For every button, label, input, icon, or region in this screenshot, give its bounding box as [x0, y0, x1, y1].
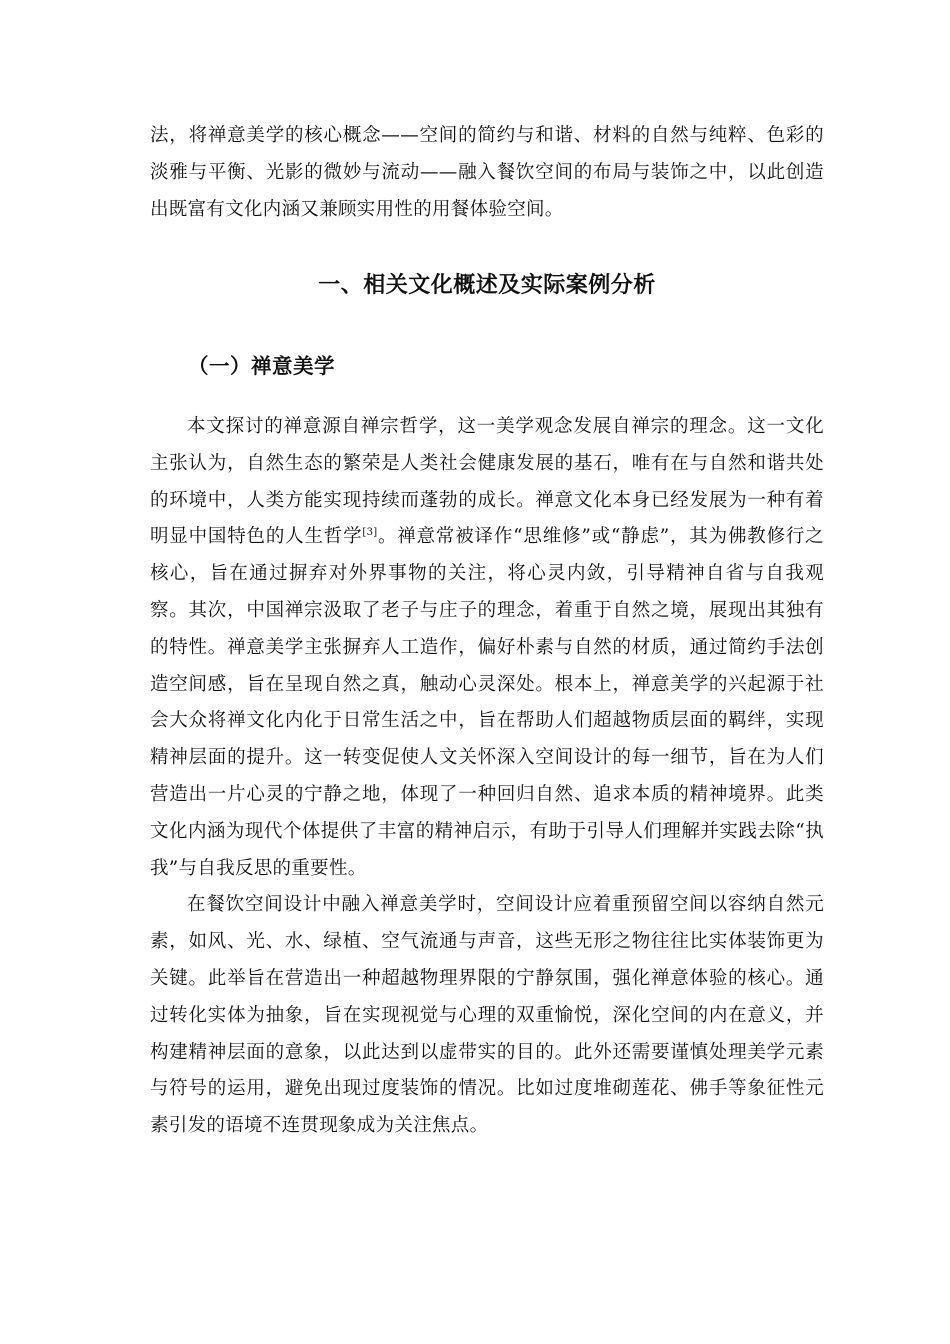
document-page	[150, 118, 824, 1137]
paragraph-text-part: 本文探讨的禅意源自禅宗哲学，这一美学观念发展自禅宗的理念。这一文化主张认为，自然生态的繁荣是人类社会健康发展的基石，唯有在与自然和谐共处的环境中，人类方能实现持续而蓬勃的成长。禅意文化本身已经发展为一种有着明显中国特色的人生哲学	[150, 416, 824, 548]
intro-paragraph: 法，将禅意美学的核心概念——空间的简约与和谐、材料的自然与纯粹、色彩的淡雅与平衡、光影的微妙与流动——融入餐饮空间的布局与装饰之中，以此创造出既富有文化内涵又兼顾实用性的用餐体验空间。	[150, 125, 824, 220]
body-text	[150, 409, 824, 1145]
paragraph-text-part: 。禅意常被译作“思维修”或“静虑”，其为佛教修行之核心，旨在通过摒弃对外界事物的关注，将心灵内敛，引导精神自省与自我观察。其次，中国禅宗汲取了老子与庄子的理念，着重于自然之境，展现出其独有的特性。禅意美学主张摒弃人工造作，偏好朴素与自然的材质，通过简约手法创造空间感，旨在呈现自然之真，触动心灵深处。根本上，禅意美学的兴起源于社会大众将禅文化内化于日常生活之中，旨在帮助人们超越物质层面的羁绊，实现精神层面的提升。这一转变促使人文关怀深入空间设计的每一细节，旨在为人们营造出一片心灵的宁静之地，体现了一种回归自然、追求本质的精神境界。此类文化内涵为现代个体提供了丰富的精神启示，有助于引导人们理解并实践去除“执我”与自我反思的重要性。	[150, 526, 824, 879]
paragraph-zen-aesthetics	[150, 409, 824, 887]
paragraph-dining-space-design: 在餐饮空间设计中融入禅意美学时，空间设计应着重预留空间以容纳自然元素，如风、光、水、绿植、空气流通与声音，这些无形之物往往比实体装饰更为关键。此举旨在营造出一种超越物理界限的宁静氛围，强化禅意体验的核心。通过转化实体为抽象，旨在实现视觉与心理的双重愉悦，深化空间的内在意义，并构建精神层面的意象，以此达到以虚带实的目的。此外还需要谨慎处理美学元素与符号的运用，避免出现过度装饰的情况。比如过度堆砌莲花、佛手等象征性元素引发的语境不连贯现象成为关注焦点。	[150, 894, 824, 1137]
citation-marker: [3]	[362, 527, 378, 539]
subsection-heading: （一）禅意美学	[188, 354, 335, 378]
section-heading: 一、相关文化概述及实际案例分析	[318, 273, 656, 298]
